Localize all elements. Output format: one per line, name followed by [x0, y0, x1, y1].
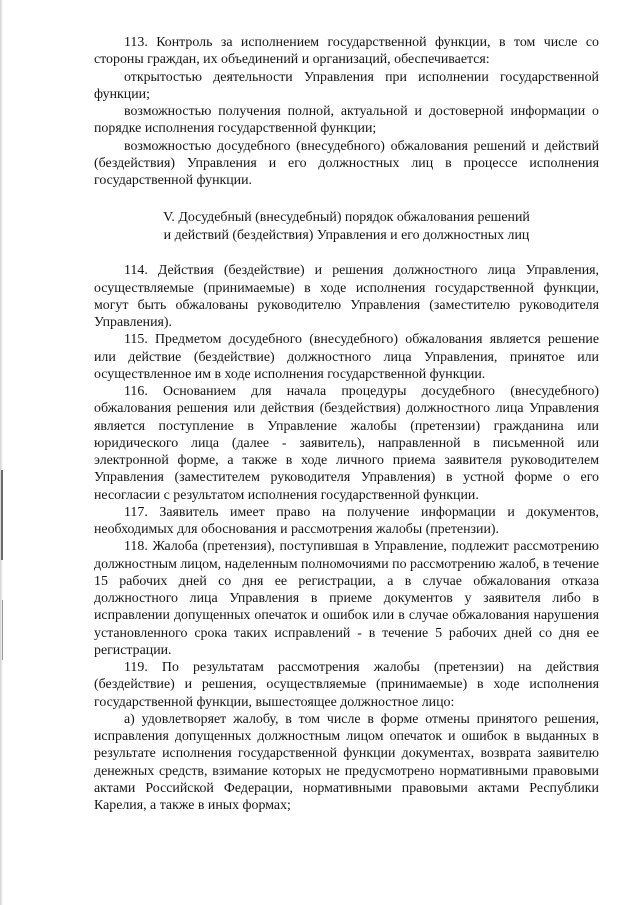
paragraph-119-a: а) удовлетворяет жалобу, в том числе в форме отмены принятого решения, исправления допущенных должностным лицом опечаток и ошибок в выданных в результате исполнения государственной функции документах, возврата заявителю денежных средств, взимание которых не предусмотрено нормативными правовыми актами Российской Федерации, нормативными правовыми актами Республики Карелия, а также в иных формах;: [94, 711, 599, 813]
section-heading: [94, 209, 599, 245]
scan-margin-mark: [1, 470, 3, 560]
scan-margin-mark: [2, 600, 3, 660]
paragraph-119: 119. По результатам рассмотрения жалобы (претензии) на действия (бездействие) и решения, осуществляемые (принимаемые) в ходе исполнения государственной функции, вышестоящее должностное лицо:: [94, 660, 599, 710]
paragraph-116: 116. Основанием для начала процедуры досудебного (внесудебного) обжалования решения или действия (бездействия) должностного лица Управления является поступление в Управление жалобы (претензии) гражданина или юридического лица (далее - заявитель), направленной в письменной или электронной форме, а также в ходе личного приема заявителя руководителем Управления (заместителем руководителя Управления) в устной форме о его несогласии с результатом исполнения государственной функции.: [94, 384, 599, 503]
paragraph-appeal-possibility: возможностью досудебного (внесудебного) обжалования решений и действий (бездействия) Управления и его должностных лиц в процессе исполнения государственной функции.: [94, 138, 599, 188]
paragraph-information-access: возможностью получения полной, актуальной и достоверной информации о порядке исполнения государственной функции;: [94, 104, 599, 137]
section-heading-line: V. Досудебный (внесудебный) порядок обжалования решений: [163, 210, 530, 226]
paragraph-openness: открытостью деятельности Управления при исполнении государственной функции;: [94, 69, 599, 102]
paragraph-115: 115. Предметом досудебного (внесудебного) обжалования является решение или действие (бездействие) должностного лица Управления, принятое или осуществленное им в ходе исполнения государственной функции.: [94, 332, 599, 382]
paragraph-114: 114. Действия (бездействие) и решения должностного лица Управления, осуществляемые (принимаемые) в ходе исполнения государственной функции, могут быть обжалованы руководителю Управления (заместителю руководителя Управления).: [94, 263, 599, 330]
section-heading-line: и действий (бездействия) Управления и его должностных лиц: [163, 228, 530, 244]
document-body: [94, 34, 599, 814]
scan-edge-shadow: [0, 0, 3, 905]
paragraph-117: 117. Заявитель имеет право на получение информации и документов, необходимых для обоснования и рассмотрения жалобы (претензии).: [94, 504, 599, 537]
paragraph-118: 118. Жалоба (претензия), поступившая в Управление, подлежит рассмотрению должностным лицом, наделенным полномочиями по рассмотрению жалоб, в течение 15 рабочих дней со дня ее регистрации, а в случае обжалования отказа должностного лица Управления в приеме документов у заявителя либо в исправлении допущенных опечаток и ошибок или в случае обжалования нарушения установленного срока таких исправлений - в течение 5 рабочих дней со дня ее регистрации.: [94, 539, 599, 658]
paragraph-113: 113. Контроль за исполнением государственной функции, в том числе со стороны граждан, их объединений и организаций, обеспечивается:: [94, 35, 599, 68]
